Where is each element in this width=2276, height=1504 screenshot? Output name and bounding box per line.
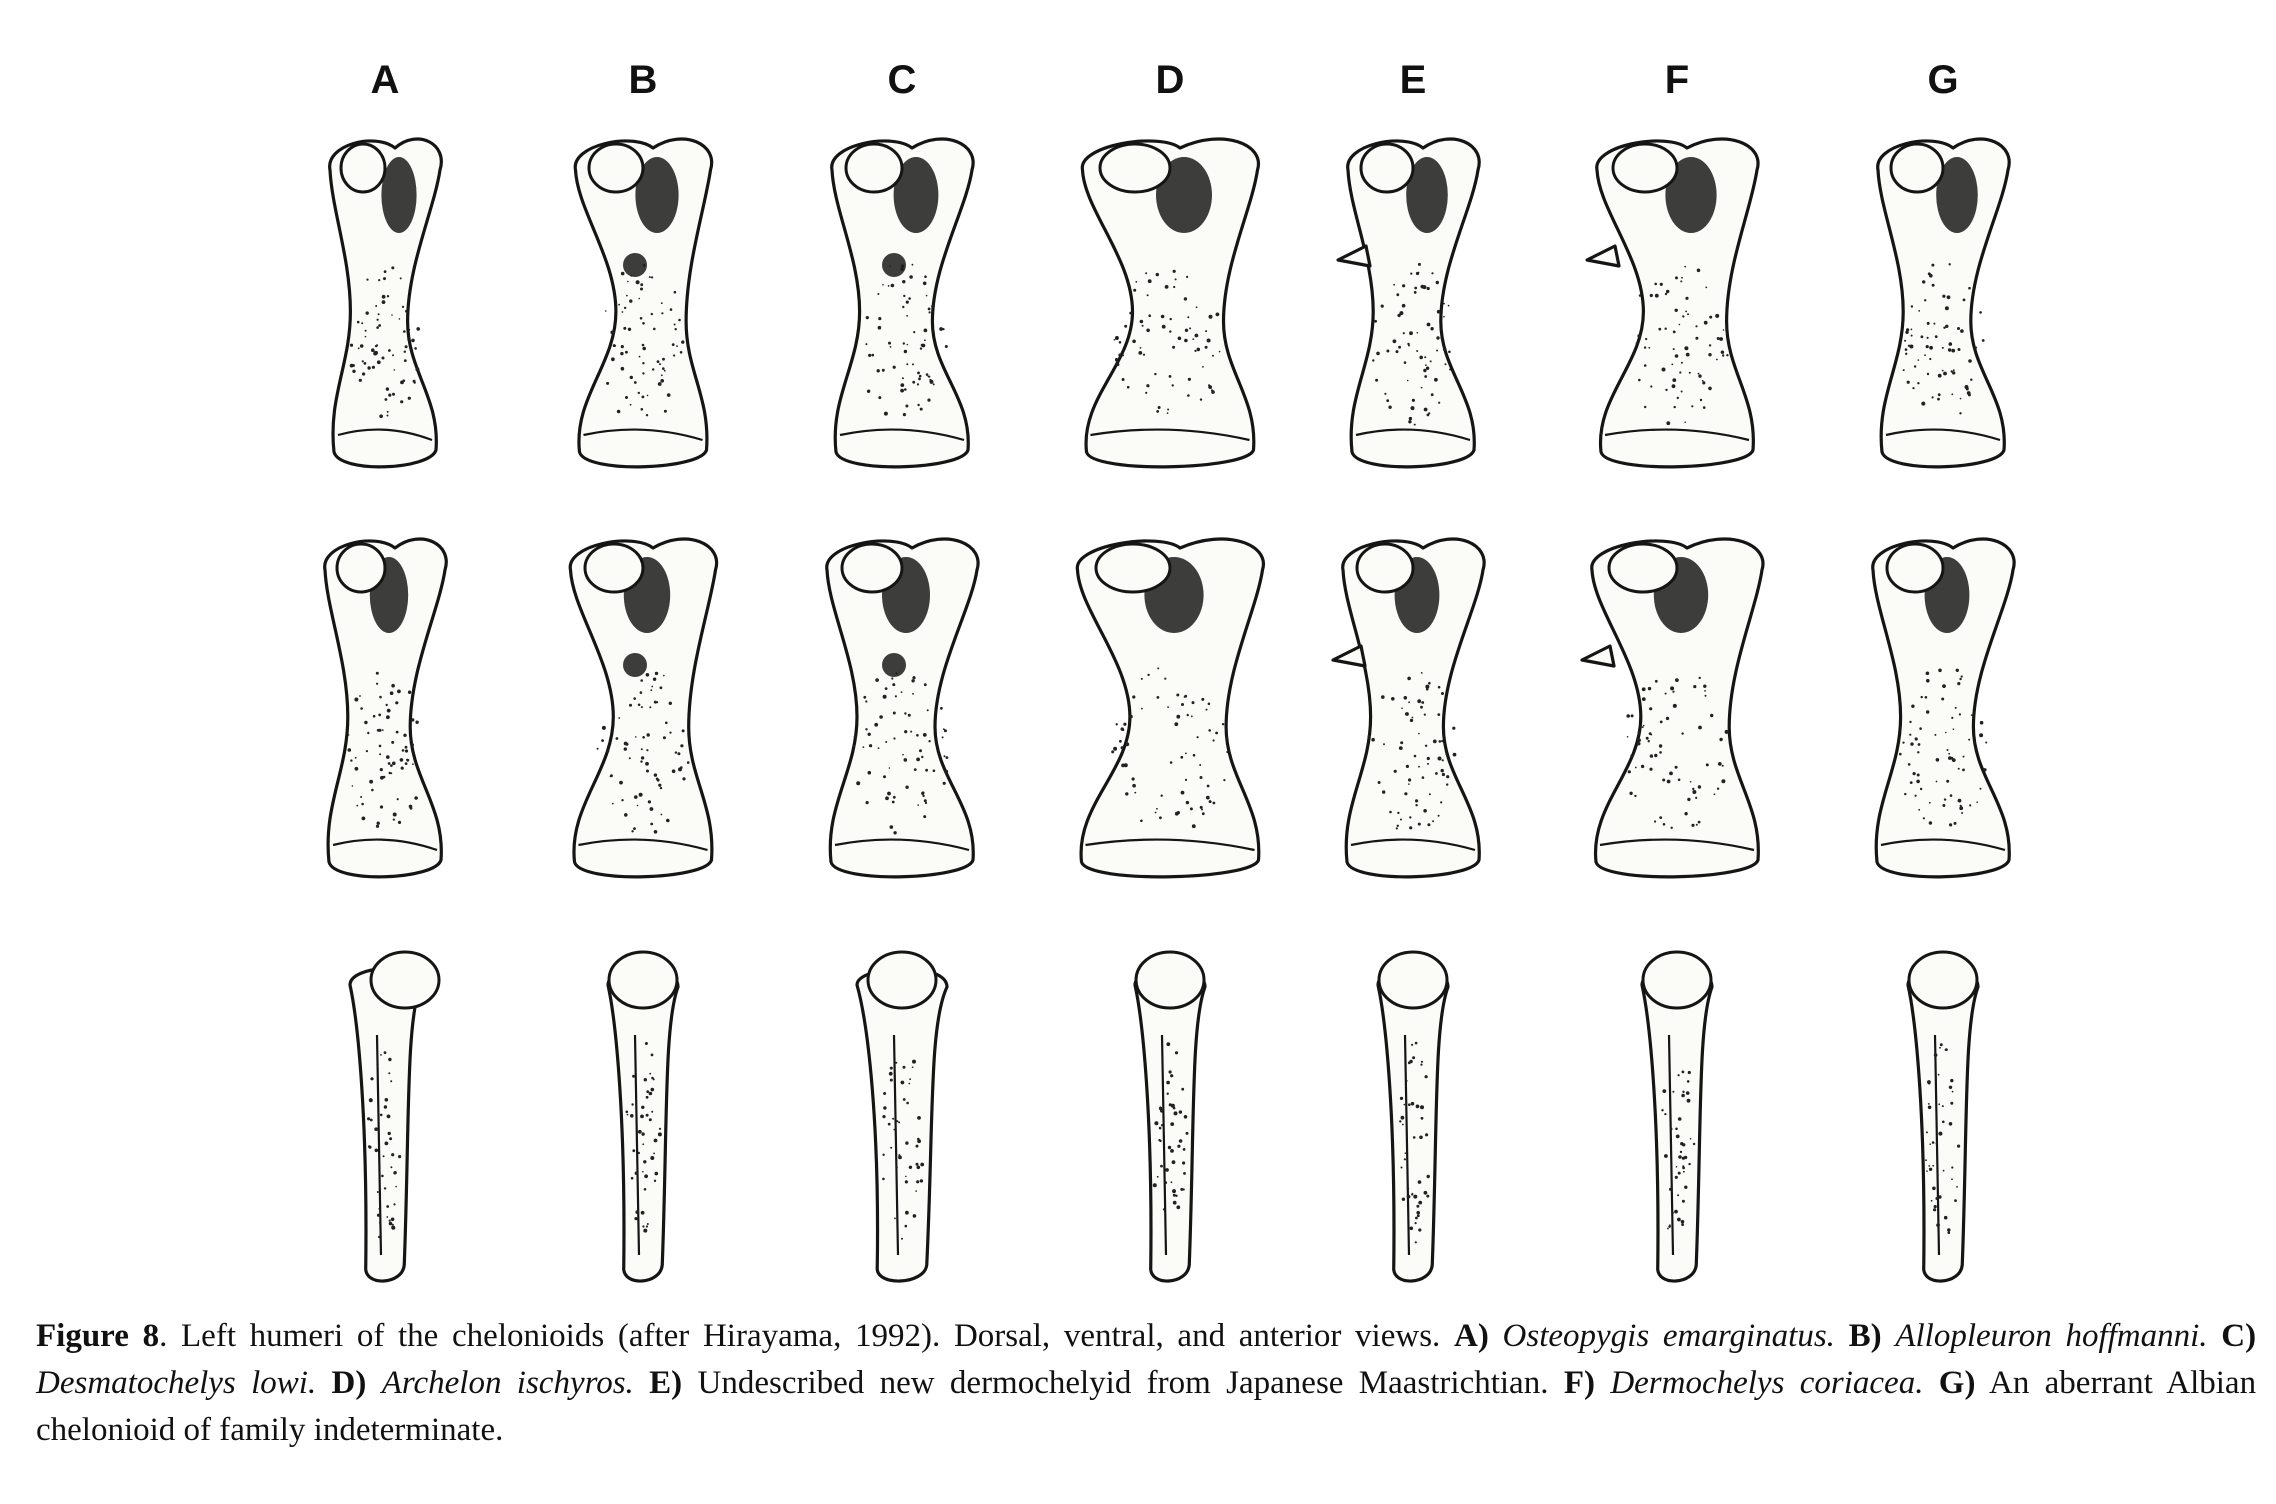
entry-key-g: G) (1938, 1365, 1976, 1401)
column-label-f: F (1664, 58, 1690, 102)
entry-key-c: C) (2221, 1318, 2257, 1354)
figure-caption (36, 1313, 2256, 1454)
humerus-f-dorsal (1587, 139, 1758, 467)
humerus-g-anterior (1908, 952, 1978, 1281)
column-label-c: C (887, 58, 917, 102)
figure-label: Figure 8 (36, 1318, 160, 1354)
humerus-f-ventral (1582, 539, 1763, 877)
humerus-c-dorsal (832, 139, 973, 467)
humerus-a-anterior (350, 952, 439, 1281)
humerus-b-ventral (570, 539, 716, 877)
column-label-g: G (1927, 58, 1959, 102)
entry-key-a: A) (1454, 1318, 1489, 1354)
entry-name-d: Archelon ischyros. (381, 1365, 634, 1401)
humerus-e-dorsal (1338, 139, 1479, 467)
column-label-b: B (628, 58, 658, 102)
entry-key-d: D) (331, 1365, 367, 1401)
entry-name-c: Desmatochelys lowi. (36, 1365, 317, 1401)
column-label-a: A (370, 58, 400, 102)
humerus-c-ventral (827, 539, 978, 877)
column-label-d: D (1155, 58, 1185, 102)
entry-name-a: Osteopygis emarginatus. (1502, 1318, 1835, 1354)
humerus-f-anterior (1642, 952, 1712, 1281)
humerus-b-anterior (608, 952, 678, 1281)
humerus-g-dorsal (1878, 139, 2009, 467)
column-label-e: E (1399, 58, 1427, 102)
humerus-d-ventral (1077, 539, 1263, 877)
entry-key-b: B) (1848, 1318, 1882, 1354)
humerus-d-dorsal (1082, 139, 1258, 467)
humerus-a-dorsal (330, 139, 442, 467)
entry-name-f: Dermochelys coriacea. (1610, 1365, 1924, 1401)
humerus-b-dorsal (575, 139, 711, 467)
entry-text-e: Undescribed new dermochelyid from Japanese Maastrichtian. (697, 1365, 1549, 1401)
entry-name-b: Allopleuron hoffmanni. (1895, 1318, 2208, 1354)
humerus-e-anterior (1378, 952, 1448, 1281)
humerus-c-anterior (857, 952, 947, 1281)
humerus-e-ventral (1333, 539, 1484, 877)
entry-text-g: An aberrant Albian chelonioid of family indeterminate. (36, 1365, 2257, 1448)
humerus-g-ventral (1873, 539, 2014, 877)
humerus-d-anterior (1135, 952, 1205, 1281)
entry-key-e: E) (649, 1365, 683, 1401)
humerus-a-ventral (325, 539, 447, 877)
entry-key-f: F) (1563, 1365, 1595, 1401)
caption-intro: . Left humeri of the chelonioids (after Hirayama, 1992). Dorsal, ventral, and anterior views. (159, 1318, 1441, 1354)
